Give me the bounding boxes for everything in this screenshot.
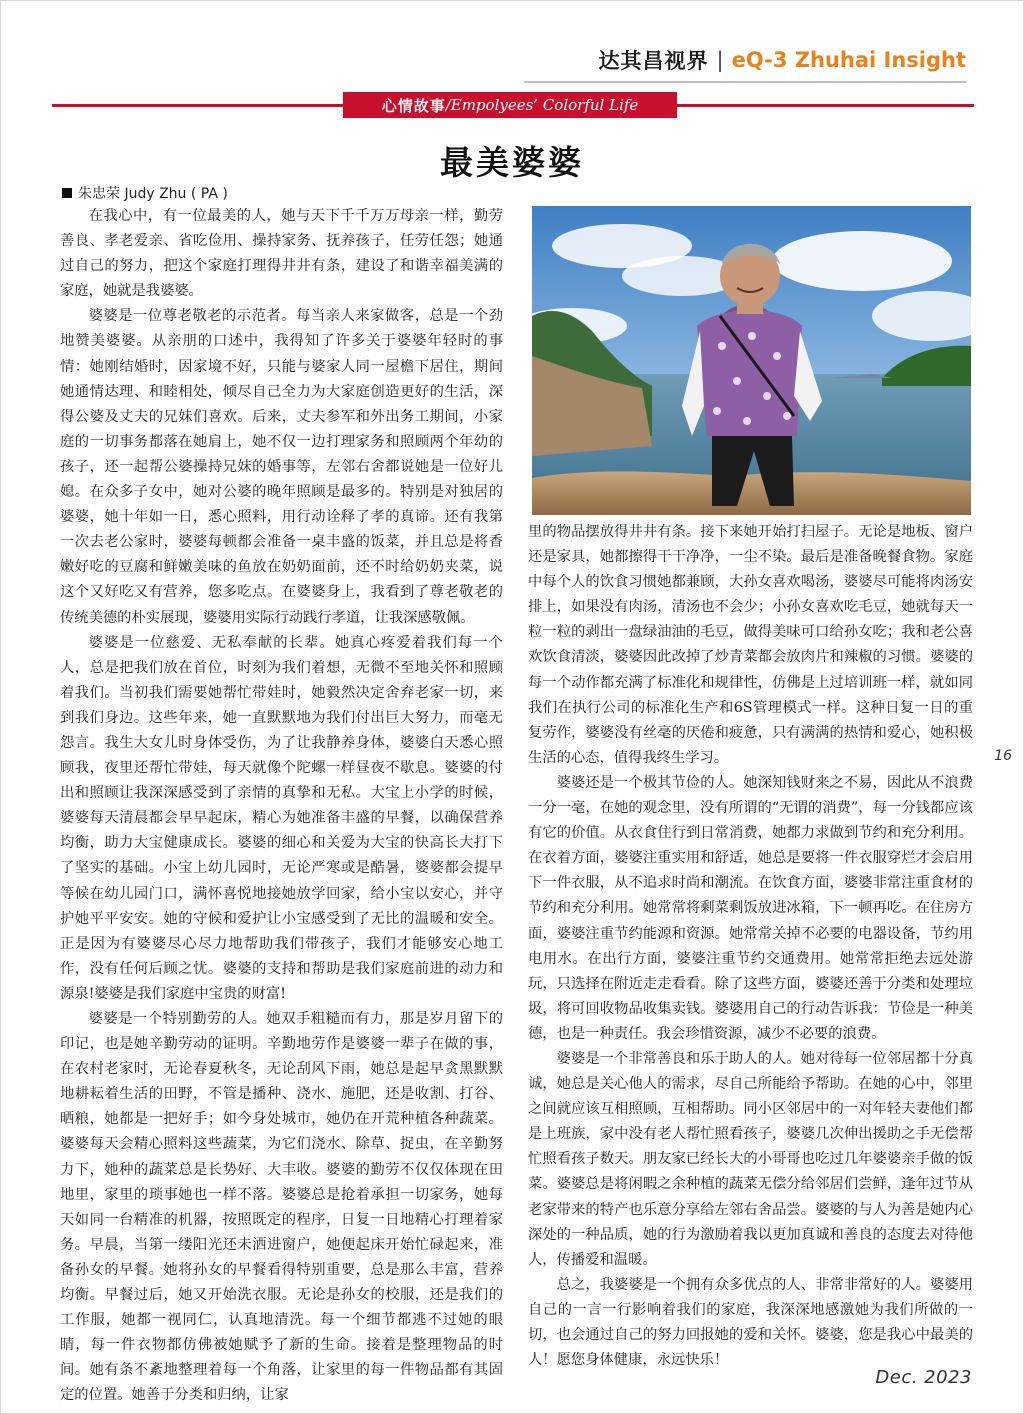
article-column-left <box>60 204 503 1409</box>
page-number: 16 <box>994 748 1012 764</box>
section-tag <box>343 92 677 118</box>
paragraph: 里的物品摆放得井井有条。接下来她开始打扫屋子。无论是地板、窗户还是家具，她都擦得干干净净，一尘不染。最后是准备晚餐食物。家庭中每个人的饮食习惯她都兼顾，大孙女喜欢喝汤，婆婆尽可能将肉汤安排上，如果没有肉汤，清汤也不会少；小孙女喜欢吃毛豆，她就每天一粒一粒的剥出一盘绿油油的毛豆，做得美味可口给孙女吃；我和老公喜欢饮食清淡，婆婆因此改掉了炒青菜都会放肉片和辣椒的习惯。婆婆的每一个动作都充满了标准化和规律性，仿佛是上过培训班一样，就如同我们在执行公司的标准化生产和6S管理模式一样。这种日复一日的重复劳作，婆婆没有丝毫的厌倦和疲惫，只有满满的热情和爱心，她积极生活的心态，值得我终生学习。 <box>528 524 973 766</box>
article-column-right <box>528 520 973 1373</box>
section-name-cn: 心情故事 <box>381 96 446 115</box>
paragraph: 婆婆是一个非常善良和乐于助人的人。她对待每一位邻居都十分真诚，她总是关心他人的需求，尽自己所能给予帮助。在她的心中，邻里之间就应该互相照顾，互相帮助。同小区邻居中的一对年轻夫妻他们都是上班族，家中没有老人帮忙照看孩子，婆婆几次伸出援助之手无偿帮忙照看孩子数天。朋友家已经长大的小哥哥也吃过几年婆婆亲手做的饭菜。婆婆总是将闲暇之余种植的蔬菜无偿分给邻居们尝鲜，逢年过节从老家带来的特产也乐意分享给左邻右舍品尝。婆婆的与人为善是她内心深处的一种品质，她的行为激励着我以更加真诚和善良的态度去对待他人，传播爱和温暖。 <box>528 1050 973 1268</box>
paragraph: 总之，我婆婆是一个拥有众多优点的人、非常非常好的人。婆婆用自己的一言一行影响着我们的家庭，我深深地感激她为我们所做的一切，也会通过自己的努力回报她的爱和关怀。婆婆，您是我心中最美的人！愿您身体健康，永远快乐！ <box>528 1276 973 1369</box>
paragraph: 婆婆是一位慈爱、无私奉献的长辈。她真心疼爱着我们每一个人，总是把我们放在首位，时刻为我们着想，无微不至地关怀和照顾着我们。当初我们需要她帮忙带娃时，她毅然决定舍弃老家一切，来到我们身边。这些年来，她一直默默地为我们付出巨大努力，而毫无怨言。我生大女儿时身体受伤，为了让我静养身体，婆婆白天悉心照顾我，夜里还帮忙带娃，每天就像个陀螺一样昼夜不歇息。婆婆的付出和照顾让我深深感受到了亲情的真挚和无私。大宝上小学的时候，婆婆每天清晨都会早早起床，精心为她准备丰盛的早餐，以确保营养均衡，助力大宝健康成长。婆婆的细心和关爱为大宝的快高长大打下了坚实的基础。小宝上幼儿园时，无论严寒或是酷暑，婆婆都会提早等候在幼儿园门口，满怀喜悦地接她放学回家，给小宝以安心，并守护她平平安安。她的守候和爱护让小宝感受到了无比的温暖和安全。正是因为有婆婆尽心尽力地帮助我们带孩子，我们才能够安心地工作，没有任何后顾之忧。婆婆的支持和帮助是我们家庭前进的动力和源泉!婆婆是我们家庭中宝贵的财富! <box>60 634 503 1002</box>
magazine-name-cn: 达其昌视界 <box>598 48 709 73</box>
photo-mother-in-law-by-sea <box>532 206 971 515</box>
masthead <box>599 44 966 76</box>
paragraph: 在我心中，有一位最美的人，她与天下千千万万母亲一样，勤劳善良、孝老爱亲、省吃俭用、操持家务、抚养孩子，任劳任怨；她通过自己的努力，把这个家庭打理得井井有条，建设了和谐幸福美满的家庭，她就是我婆婆。 <box>60 208 503 300</box>
bullet-square-icon <box>62 188 72 198</box>
paragraph: 婆婆是一位尊老敬老的示范者。每当亲人来家做客，总是一个劲地赞美婆婆。从亲朋的口述中，我得知了许多关于婆婆年轻时的事情：她刚结婚时，因家境不好，只能与婆家人同一屋檐下居住，期间她通情达理、和睦相处，倾尽自己全力为大家庭创造更好的生活，深得公婆及丈夫的兄妹们喜欢。后来，丈夫参军和外出务工期间，小家庭的一切事务都落在她肩上，她不仅一边打理家务和照顾两个年幼的孩子，还一起帮公婆操持兄妹的婚事等，左邻右舍都说她是一位好儿媳。在众多子女中，她对公婆的晚年照顾是最多的。特别是对独居的婆婆，她十年如一日，悉心照料，用行动诠释了孝的真谛。还有我第一次去老公家时，婆婆每顿都会准备一桌丰盛的饭菜，并且总是将香嫩好吃的豆腐和鲜嫩美味的鱼放在奶奶面前，还不时给奶奶夹菜，说这个又好吃又有营养，您多吃点。在婆婆身上，我看到了尊老敬老的传统美德的朴实展现，婆婆用实际行动践行孝道，让我深感敬佩。 <box>60 308 503 626</box>
author-name: 朱忠荣 Judy Zhu ( PA ) <box>78 186 228 202</box>
issue-date: Dec. 2023 <box>875 1367 972 1388</box>
paragraph: 婆婆还是一个极其节俭的人。她深知钱财来之不易，因此从不浪费一分一毫，在她的观念里，没有所谓的“无谓的消费”，每一分钱都应该有它的价值。从衣食住行到日常消费，她都力求做到节约和充分利用。在衣着方面，婆婆注重实用和舒适，她总是要将一件衣服穿烂才会启用下一件衣服，从不追求时尚和潮流。在饮食方面，婆婆非常注重食材的节约和充分利用。她常常将剩菜剩饭放进冰箱，下一顿再吃。在住房方面，婆婆注重节约能源和资源。她常常关掉不必要的电器设备，节约用电用水。在出行方面，婆婆注重节约交通费用。她常常拒绝去远处游玩，只选择在附近走走看看。除了这些方面，婆婆还善于分类和处理垃圾，将可回收物品收集卖钱。婆婆用自己的行动告诉我：节俭是一种美德，也是一种责任。我会珍惜资源，减少不必要的浪费。 <box>528 774 973 1042</box>
masthead-rule <box>524 81 966 83</box>
section-name-en: /Empolyees’ Colorful Life <box>445 96 639 114</box>
article-title: 最美婆婆 <box>440 143 584 182</box>
byline <box>62 183 228 203</box>
magazine-name-en: eQ-3 Zhuhai Insight <box>731 48 966 72</box>
masthead-separator: | <box>716 48 724 72</box>
paragraph: 婆婆是一个特别勤劳的人。她双手粗糙而有力，那是岁月留下的印记，也是她辛勤劳动的证明。辛勤地劳作是婆婆一辈子在做的事，在农村老家时，无论春夏秋冬，无论刮风下雨，她总是起早贪黑默默地耕耘着生活的田野，不管是播种、浇水、施肥，还是收割、打谷、晒粮，她都是一把好手；如今身处城市，她仍在开荒种植各种蔬菜。婆婆每天会精心照料这些蔬菜，为它们浇水、除草、捉虫，在辛勤努力下，她种的蔬菜总是长势好、大丰收。婆婆的勤劳不仅仅体现在田地里，家里的琐事她也一样不落。婆婆总是抢着承担一切家务，她每天如同一台精准的机器，按照既定的程序，日复一日地精心打理着家务。早晨，当第一缕阳光还未洒进窗户，她便起床开始忙碌起来，准备孙女的早餐。她将孙女的早餐看得特别重要，总是那么丰富，营养均衡。早餐过后，她又开始洗衣服。无论是孙女的校服，还是我们的工作服，她都一视同仁，认真地清洗。每一个细节都逃不过她的眼睛，每一件衣物都仿佛被她赋予了新的生命。接着是整理物品的时间。她有条不紊地整理着每一个角落，让家里的每一件物品都有其固定的位置。她善于分类和归纳，让家 <box>60 1011 503 1404</box>
